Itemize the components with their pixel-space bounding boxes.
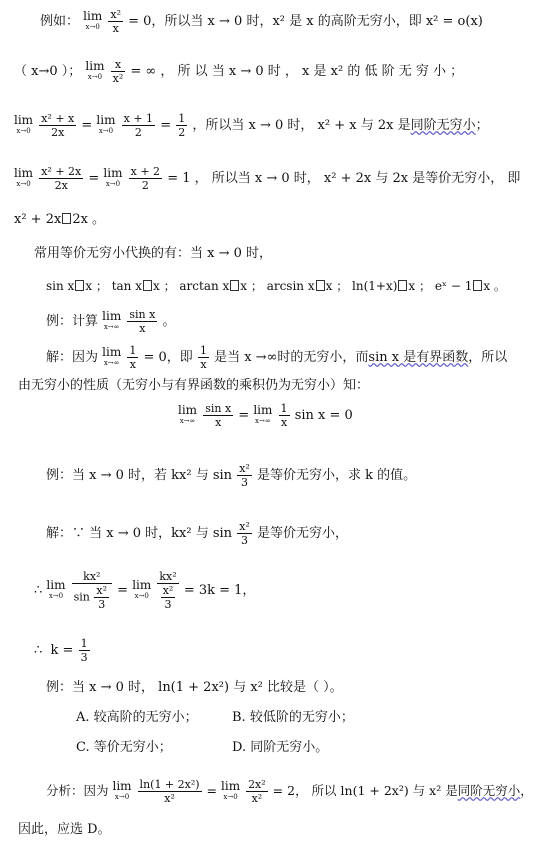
fraction: $\frac{x + 1}{2}$ [123,112,154,139]
option-c: C. 等价无穷小； [76,740,172,755]
text: = 1 ， 所以当 x → 0 时， x² + 2x 与 2x 是等价无穷小， 即 [167,171,521,186]
example-2-question: 例：计算 lim x→∞ $\frac{\text{sin x}}{x}$ 。 [46,308,176,335]
equivalence-symbol [62,213,71,224]
example-3-question: 例：当 x → 0 时，若 kx² 与 sin $\frac{\text{x²}}{3}$ 是等价无穷小，求 k 的值。 [46,462,417,489]
common-equivalents-title: 常用等价无穷小代换的有：当 x → 0 时， [34,246,273,261]
limit-operator: lim x→0 [83,8,103,31]
option-a: A. 较高阶的无穷小； [76,710,198,725]
fraction: $\frac{\text{x² + x}}{2x}$ [41,112,75,139]
example-1-line-4: lim x→0 $\frac{\text{x² + 2x}}{2x}$ = lim x→0 $\frac{x + 2}{2}$ = 1 ， 所以当 x → 0 时， x² + 2x 与 2x 是等价无穷小， 即 [14,165,521,192]
common-equivalents-list: sin x x ； tan x x ； arctan x x ； arcsin x x ； ln(1+x) x ； eˣ − 1 x 。 [46,279,506,293]
example-4-analysis: 分析：因为 lim x→0 $\frac{\text{ln(1 + 2x²)}}{\text{x²}}$ = lim x→0 $\frac{\text{2x²}}{\text{x²}}$ = 2， 所以 ln(1 + 2x²) 与 x² 是同阶无穷小， [46,778,533,805]
limit-operator: lim x→0 [14,165,34,188]
example-1-line-5: x² + 2x 2x 。 [14,212,106,227]
fraction: $\frac{x + 2}{2}$ [130,165,161,192]
text: = 0，所以当 x → 0 时，x² 是 x 的高阶无穷小，即 x² = o(x) [128,14,483,29]
text: （ x→0 ）； [14,64,82,79]
example-1-line-1 [40,8,483,35]
fraction: $\frac{\text{x²}}{x}$ [110,8,121,35]
underlined-term: 同阶无穷小 [410,118,476,133]
example-2-equation: lim x→∞ $\frac{\text{sin x}}{x}$ = lim x→∞ $\frac{1}{x}$ sin x = 0 [178,402,353,429]
example-2-solution-line-2: 由无穷小的性质（无穷小与有界函数的乘积仍为无穷小）知： [18,378,370,393]
example-3-solution: 解：∵ 当 x → 0 时，kx² 与 sin $\frac{\text{x²}}{3}$ 是等价无穷小， [46,520,348,547]
text: ，所以当 x → 0 时， x² + x 与 2x 是 [192,118,411,133]
example-3-answer: ∴ k = $\frac{1}{3}$ [34,637,88,664]
text: = ∞ ， 所 以 当 x → 0 时 ， x 是 x² 的 低 阶 无 穷 小 ； [130,64,464,79]
option-d: D. 同阶无穷小。 [232,740,329,755]
limit-operator: lim x→0 [96,112,116,135]
fraction: $\frac{1}{2}$ [178,112,186,139]
example-1-line-3: lim x→0 $\frac{\text{x² + x}}{2x}$ = lim x→0 $\frac{x + 1}{2}$ = $\frac{1}{2}$ ，所以当 x → 0 时， x² + x 与 2x 是同阶无穷小； [14,112,489,139]
limit-operator: lim x→0 [14,112,34,135]
fraction: $\frac{x}{\text{x²}}$ [112,58,124,85]
fraction: $\frac{\text{x² + 2x}}{2x}$ [41,165,82,192]
limit-operator: lim x→0 [103,165,123,188]
example-2-solution-line-1: 解：因为 lim x→∞ $\frac{1}{x}$ = 0，即 $\frac{1}{x}$ 是当 x →∞时的无穷小，而sin x 是有界函数，所以 [46,344,508,371]
option-b: B. 较低阶的无穷小； [232,710,354,725]
example-4-question: 例：当 x → 0 时， ln(1 + 2x²) 与 x² 比较是（ ）。 [46,680,343,695]
example-label: 例如： [40,14,80,29]
example-4-conclusion: 因此，应选 D。 [18,822,111,837]
example-3-derivation: ∴ lim x→0 kx² sin $\frac{\text{x²}}{3}$ = lim x→0 $\frac{\text{kx²}}{\frac{\text{x²}}{3}}$ = 3k = 1， [34,570,256,611]
example-1-line-2 [14,58,463,85]
limit-operator: lim x→0 [85,58,105,81]
